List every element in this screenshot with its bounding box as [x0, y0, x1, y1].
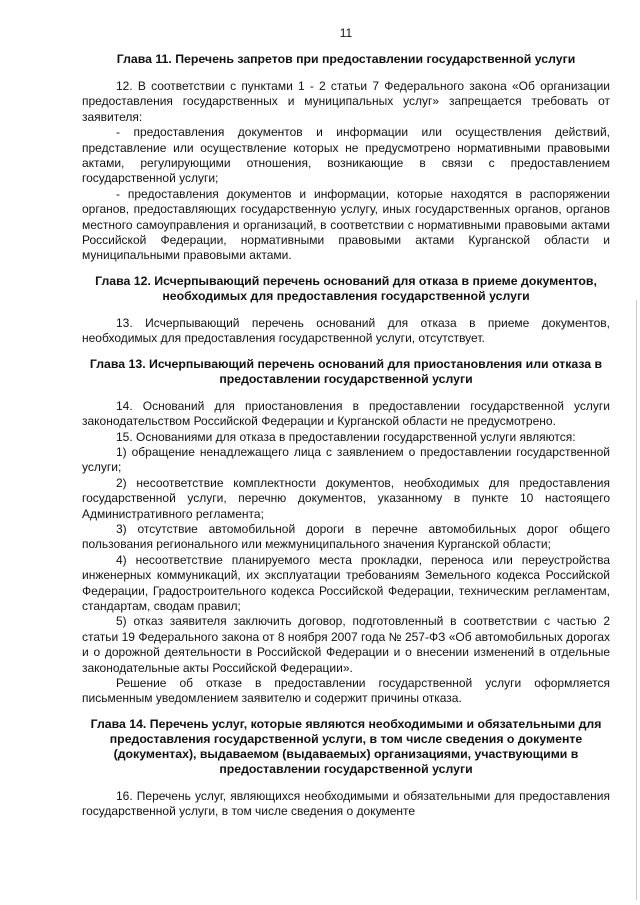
paragraph: 2) несоответствие комплектности документов, необходимых для предоставления государственной услуги, перечню документов, указанному в пункте 10 настоящего Административного регламента;	[82, 475, 610, 521]
paragraph: 14. Оснований для приостановления в предоставлении государственной услуги законодательством Российской Федерации и Курганской области не предусмотрено.	[82, 398, 610, 429]
paragraph: 1) обращение ненадлежащего лица с заявлением о предоставлении государственной услуги;	[82, 444, 610, 475]
paragraph: 13. Исчерпывающий перечень оснований для отказа в приеме документов, необходимых для предоставления государственной услуги, отсутствует.	[82, 315, 610, 346]
chapter-13-title: Глава 13. Исчерпывающий перечень оснований для приостановления или отказа в предоставлении государственной услуги	[89, 356, 603, 386]
chapter-13	[82, 357, 610, 707]
chapter-12	[82, 274, 610, 347]
chapter-11-title: Глава 11. Перечень запретов при предоставлении государственной услуги	[116, 52, 576, 66]
paragraph: 16. Перечень услуг, являющихся необходимыми и обязательными для предоставления государственной услуги, в том числе сведения о документе	[82, 788, 610, 819]
chapter-14-title: Глава 14. Перечень услуг, которые являются необходимыми и обязательными для предоставления государственной услуги, в том числе сведения о документе (документах), выдаваемом (выдаваемых) организациями, участвующими в предоставлении государственной услуги	[90, 716, 602, 776]
paragraph: - предоставления документов и информации, которые находятся в распоряжении органов, предоставляющих государственную услугу, иных государственных органов, органов местного самоуправления и организаций, в соответствии с нормативными правовыми актами Российской Федерации, нормативными правовыми актами Курганской области и муниципальными правовыми актами.	[82, 186, 610, 263]
scan-edge-line	[636, 300, 637, 900]
paragraph: 12. В соответствии с пунктами 1 - 2 статьи 7 Федерального закона «Об организации предоставления государственных и муниципальных услуг» запрещается требовать от заявителя:	[82, 79, 610, 124]
chapter-12-title: Глава 12. Исчерпывающий перечень оснований для отказа в приеме документов, необходимых для предоставления государственной услуги	[95, 273, 597, 303]
paragraph: - предоставления документов и информации или осуществления действий, представление или осуществление которых не предусмотрено нормативными правовыми актами, регулирующими отношения, возникающие в связи с предоставлением государственной услуги;	[82, 125, 610, 186]
paragraph: 15. Основаниями для отказа в предоставлении государственной услуги являются:	[116, 429, 576, 444]
paragraph: 4) несоответствие планируемого места прокладки, переноса или переустройства инженерных коммуникаций, их эксплуатации требованиям Земельного кодекса Российской Федерации, Градостроительного кодекса Российской Федерации, техническим регламентам, стандартам, сводам правил;	[82, 552, 610, 613]
chapter-11	[82, 52, 610, 264]
page-number: 11	[339, 26, 353, 40]
paragraph: 3) отсутствие автомобильной дороги в перечне автомобильных дорог общего пользования регионального или межмуниципального значения Курганской области;	[82, 521, 610, 552]
paragraph: Решение об отказе в предоставлении государственной услуги оформляется письменным уведомлением заявителю и содержит причины отказа.	[82, 676, 610, 706]
paragraph: 5) отказ заявителя заключить договор, подготовленный в соответствии с частью 2 статьи 19 Федерального закона от 8 ноября 2007 года № 257-ФЗ «Об автомобильных дорогах и о дорожной деятельности в Российской Федерации и о внесении изменений в отдельные законодательные акты Российской Федерации».	[82, 614, 610, 675]
chapter-14	[82, 717, 610, 820]
